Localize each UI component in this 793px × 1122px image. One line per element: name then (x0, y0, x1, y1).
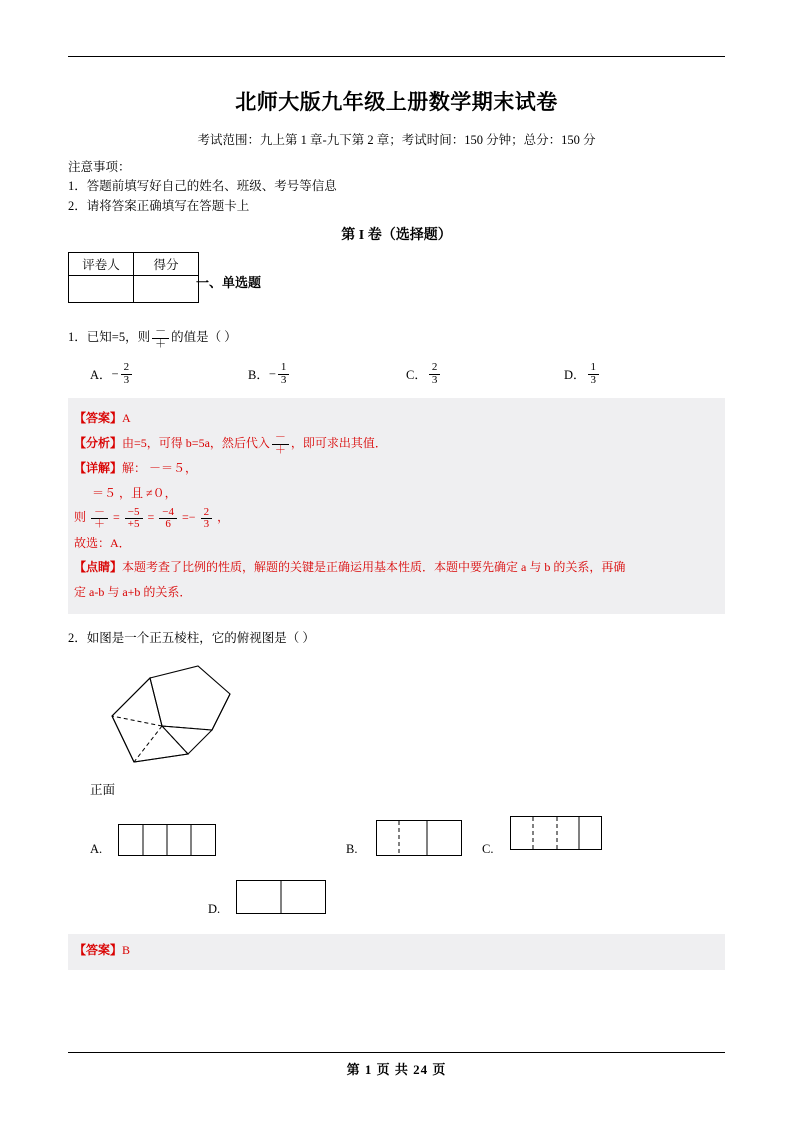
q1-choice-a-fraction: $\frac{2}{3}$ (121, 362, 133, 386)
q1-analysis-b: =5，可得 b=5a，然后代入 (134, 435, 270, 450)
q2-option-c-svg (511, 817, 601, 849)
q1-point-text-1: 本题考查了比例的性质，解题的关键是正确运用基本性质．本题中要先确定 a 与 b 的关系，再确 (122, 560, 626, 575)
q1-choice-b-fraction: $\frac{1}{3}$ (278, 362, 290, 386)
q1-number: 1． (68, 330, 87, 345)
q1-detail-3-eq-2: = (147, 510, 155, 525)
page-footer (0, 1052, 793, 1078)
q1-detail-3-fraction-1: $\frac{-}{+}$ (91, 507, 108, 531)
front-view-label: 正面 (90, 783, 116, 798)
q1-choice-d-label: D． (564, 368, 586, 383)
q2-option-b-figure[interactable] (376, 820, 462, 856)
note-item-2: 2．请将答案正确填写在答题卡上 (68, 198, 250, 213)
q2-answer-tag: 【答案】 (74, 943, 123, 958)
q1-inline-fraction: $\frac{-}{+}$ (152, 326, 169, 350)
q1-detail-text-1: 解： －＝５， (122, 461, 198, 476)
q1-detail-3-fraction-4: $\frac{2}{3}$ (201, 507, 213, 531)
question-2-answer-block (68, 934, 725, 970)
q1-choice-d[interactable] (564, 362, 722, 386)
q1-choice-a-sign: − (111, 366, 119, 381)
q1-stem-c: 的值是（ ） (171, 330, 237, 345)
q1-detail-tag: 【详解】 (74, 461, 123, 476)
q2-option-a-figure[interactable] (118, 824, 216, 856)
q1-point-line-1 (74, 555, 715, 580)
q1-choice-a[interactable] (90, 362, 248, 386)
q1-analysis-line (74, 431, 715, 456)
question-1-choices (68, 362, 725, 386)
q1-analysis-tag: 【分析】 (74, 435, 123, 450)
page-title: 北师大版九年级上册数学期末试卷 (235, 90, 558, 114)
q1-detail-line-2 (74, 481, 715, 506)
question-2-stem (68, 628, 725, 648)
score-table-header-grader: 评卷人 (69, 253, 134, 276)
q1-stem-a: 已知 (86, 330, 112, 345)
q1-detail-line-1 (74, 456, 715, 481)
page-number-text: 第 1 页 共 24 页 (346, 1062, 447, 1077)
q2-number: 2． (68, 631, 87, 646)
q1-detail-3-fraction-3: $\frac{-4}{6}$ (159, 507, 177, 531)
notes-heading: 注意事项： (68, 160, 131, 174)
score-table-cell-score[interactable] (134, 276, 199, 303)
q1-stem-b: =5，则 (111, 330, 151, 345)
q1-analysis-a: 由 (122, 435, 135, 450)
question-1-answer-block (68, 398, 725, 614)
q1-detail-text-2: ＝５ ，且 ≠０， (92, 485, 177, 500)
q1-detail-line-3 (74, 505, 715, 530)
q2-option-c-label[interactable]: C. (482, 842, 494, 857)
exam-scope-meta: 考试范围：九上第 1 章-九下第 2 章；考试时间：150 分钟；总分：150 分 (197, 133, 596, 147)
q1-detail-3-eq-3: =− (182, 510, 196, 525)
q1-choice-b[interactable] (248, 362, 406, 386)
pentagonal-prism-svg (90, 658, 280, 778)
q2-option-a-label[interactable]: A. (90, 842, 103, 857)
q2-option-d-svg (237, 881, 325, 913)
q1-analysis-c: ，即可求出其值． (290, 435, 387, 450)
score-table-cell-grader[interactable] (69, 276, 134, 303)
notes-block (68, 158, 725, 216)
footer-rule (68, 1052, 725, 1053)
q2-option-c-figure[interactable] (510, 816, 602, 850)
q1-detail-3-fraction-2: $\frac{-5}{+5}$ (125, 507, 143, 531)
q1-choice-c-label: C． (406, 368, 427, 383)
note-item-1: 1．答题前填写好自己的姓名、班级、考号等信息 (68, 179, 337, 194)
question-2-options-row-1 (68, 812, 725, 870)
q1-choice-c[interactable] (406, 362, 564, 386)
q1-detail-3-eq-1: = (113, 510, 120, 525)
q1-point-tag: 【点睛】 (74, 560, 123, 575)
q1-choice-b-sign: − (268, 366, 276, 381)
q1-answer-tag: 【答案】 (74, 411, 123, 426)
subsection-heading: 一、单选题 (196, 275, 262, 291)
q2-option-b-svg (377, 821, 461, 855)
score-table-header-score: 得分 (134, 253, 199, 276)
q1-choose-line: 故选：A． (74, 535, 131, 550)
q1-detail-3-suffix: ， (217, 510, 230, 525)
q2-answer-value: B (122, 943, 131, 958)
q2-option-a-svg (119, 825, 215, 855)
q2-option-b-label[interactable]: B. (346, 842, 358, 857)
question-2-options-row-2 (68, 874, 725, 920)
q1-analysis-fraction: $\frac{-}{+}$ (272, 432, 289, 456)
q1-detail-3-prefix: 则 (74, 510, 87, 525)
score-block (68, 252, 725, 314)
q2-option-d-figure[interactable] (236, 880, 326, 914)
q1-choice-b-label: B． (248, 368, 269, 383)
q1-choice-c-fraction: $\frac{2}{3}$ (429, 362, 441, 386)
score-table (68, 252, 199, 303)
q1-choice-d-fraction: $\frac{1}{3}$ (588, 362, 600, 386)
paper-section-heading: 第 I 卷（选择题） (341, 228, 452, 244)
q1-answer-line (74, 406, 715, 431)
q2-option-d-label[interactable]: D. (208, 902, 221, 917)
pentagonal-prism-figure (90, 658, 725, 778)
q2-answer-line (74, 940, 715, 962)
q1-point-line-2: 定 a-b 与 a+b 的关系． (74, 584, 192, 599)
question-1-stem (68, 326, 725, 350)
q2-stem-text: 如图是一个正五棱柱，它的俯视图是（ ） (86, 631, 315, 646)
q1-answer-value: A (122, 411, 131, 426)
q1-choice-a-label: A． (90, 368, 112, 383)
header-rule (68, 56, 725, 57)
